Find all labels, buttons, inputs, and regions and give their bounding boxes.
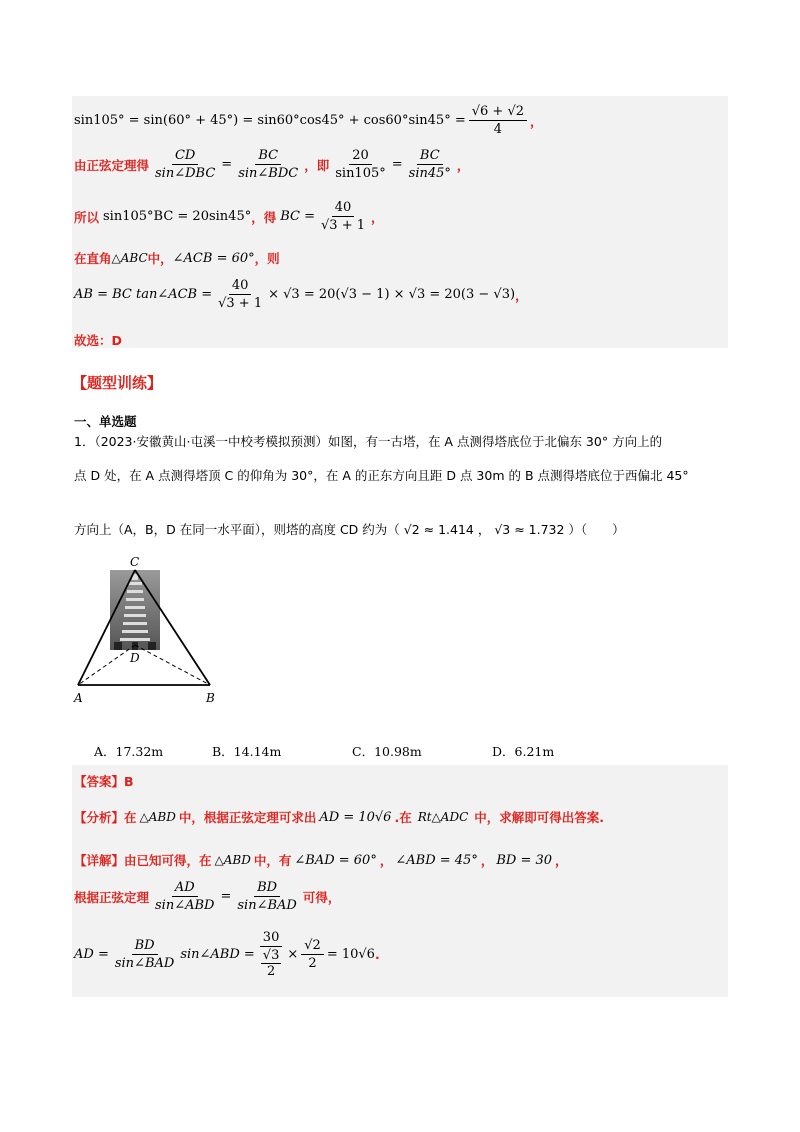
label-B: B <box>206 691 215 705</box>
denominator: sin∠DBC <box>155 166 216 181</box>
subsection-title: 一、单选题 <box>74 414 137 429</box>
separator-text: ，即 <box>304 157 330 173</box>
option-c[interactable]: C．10.98m <box>352 744 422 759</box>
numerator: 40 <box>229 278 252 295</box>
pagoda-figure <box>70 552 240 712</box>
numerator: BD <box>254 880 280 897</box>
equation-lhs: BC = <box>280 209 316 224</box>
numerator: BD <box>132 938 158 955</box>
triangle-symbol: △ABC <box>111 251 148 265</box>
detail-label: 【详解】由已知可得，在 <box>74 853 212 868</box>
solution-line-5: AB = BC tan∠ACB = $\frac{40}{√3 + 1}$ × √3 = 20(√3 − 1) × √3 = 20(3 − √3) ， <box>74 278 528 311</box>
label-A: A <box>74 691 83 705</box>
equation-rhs: × √3 = 20(√3 − 1) × √3 = 20(3 − √3) <box>268 287 516 302</box>
comma: ， <box>480 853 494 868</box>
line-DB <box>135 645 210 685</box>
solution-line-2: 由正弦定理得 $\frac{CD}{\text{sin∠DBC}}$ = $\frac{BC}{\text{sin∠BDC}}$ ，即 $\frac{20}{\sin 105^\circ}$ = $\frac{BC}{\sin 45^\circ}$ ， <box>74 148 470 181</box>
fraction <box>258 930 285 979</box>
triangle-symbol: Rt△ADC <box>417 810 469 824</box>
times-sign: × <box>287 947 299 962</box>
numerator: 40 <box>332 200 355 217</box>
text: 中，有 <box>253 853 292 868</box>
law-label: 根据正弦定理 <box>74 889 150 905</box>
denominator: sin105° <box>335 166 386 181</box>
equation-lhs: AD = <box>74 947 109 962</box>
angle-expression: ∠BAD = 60° <box>294 852 377 868</box>
line-DA <box>78 645 135 685</box>
text: 中，根据正弦定理可求出 <box>178 810 317 825</box>
numerator: 20 <box>349 148 372 165</box>
denominator: √3 + 1 <box>321 218 365 233</box>
answer-line <box>74 772 134 790</box>
sin105-expression: sin105° = sin(60° + 45°) = sin60°cos45° + cos60°sin45° = <box>74 113 466 128</box>
numerator: √6 + √2 <box>469 104 527 121</box>
pagoda-base <box>114 642 156 650</box>
denominator: sin∠ABD <box>155 898 215 913</box>
get-label: ，得 <box>251 209 277 225</box>
comma: ， <box>555 853 568 868</box>
equation-lhs: AB = BC tan∠ACB = <box>74 287 213 302</box>
fraction <box>235 148 301 181</box>
question-line-1: 1．（2023·安徽黄山·屯溪一中校考模拟预测）如图，有一古塔，在 A 点测得塔底位于北偏东 30° 方向上的 <box>74 434 663 449</box>
final-equation-line <box>74 930 380 979</box>
period: . <box>374 947 380 962</box>
fraction <box>406 148 454 181</box>
fraction <box>152 148 218 181</box>
fraction <box>215 278 265 311</box>
triangle-symbol: △ABD <box>139 810 176 824</box>
sub-numerator: √3 <box>262 948 280 963</box>
fraction <box>112 938 177 971</box>
triangle-symbol: △ABD <box>214 853 251 867</box>
denominator: sin45° <box>408 166 451 181</box>
detail-line <box>74 851 568 869</box>
option-a[interactable]: A．17.32m <box>94 744 164 759</box>
denominator: sin∠BDC <box>238 166 299 181</box>
label-C: C <box>130 555 140 569</box>
text: 中，求解即可得出答案. <box>474 810 605 825</box>
analysis-label: 【分析】在 <box>74 810 137 825</box>
option-d[interactable]: D．6.21m <box>492 744 555 759</box>
label-D: D <box>130 651 140 665</box>
fraction <box>301 938 324 971</box>
question-line-2: 点 D 处，在 A 点测得塔顶 C 的仰角为 30°，在 A 的正东方向且距 D 点 30m 的 B 点测得塔底位于西偏北 45° <box>74 468 689 483</box>
text: .在 <box>394 810 412 825</box>
solution-answer <box>74 331 122 349</box>
length-expression: BD = 30 <box>496 852 553 868</box>
section-title: 【题型训练】 <box>72 374 163 392</box>
numerator: BC <box>417 148 443 165</box>
solution-line-3: 所以 sin105°BC = 20sin45° ，得 BC = $\frac{40}{√3 + 1}$ ， <box>74 200 384 233</box>
fraction <box>318 200 368 233</box>
numerator: AD <box>172 880 198 897</box>
equation-mid: sin∠ABD = <box>180 947 255 962</box>
angle-expression: ∠ACB = 60° <box>172 250 255 266</box>
numerator: BC <box>255 148 281 165</box>
angle-expression: ∠ABD = 45° <box>395 852 478 868</box>
comma: ， <box>379 853 393 868</box>
numerator: 30 <box>260 930 283 947</box>
denominator: 2 <box>308 956 317 971</box>
denominator: sin∠BAD <box>237 898 297 913</box>
numerator: √2 <box>301 938 324 955</box>
denominator: 4 <box>493 122 503 137</box>
equation: sin105°BC = 20sin45° <box>103 209 252 224</box>
denominator: √3 + 1 <box>218 296 263 311</box>
solution-line-4 <box>74 249 280 267</box>
fraction <box>332 148 389 181</box>
therefore-label: 所以 <box>74 209 100 225</box>
right-triangle-label: 在直角 <box>74 251 112 266</box>
text: 可得， <box>302 889 341 905</box>
option-b[interactable]: B．14.14m <box>212 744 282 759</box>
question-line-3: 方向上（A，B，D 在同一水平面），则塔的高度 CD 约为（ √2 ≈ 1.414 ， √3 ≈ 1.732 ）（ ） <box>74 522 625 537</box>
denominator <box>258 947 285 979</box>
answer-label: 【答案】B <box>74 774 134 789</box>
law-of-sines-line: 根据正弦定理 $\frac{AD}{\text{sin∠ABD}}$ = $\frac{BD}{\text{sin∠BAD}}$ 可得， <box>74 880 341 913</box>
analysis-line <box>74 808 604 826</box>
law-of-sines-label: 由正弦定理得 <box>74 157 150 173</box>
denominator: sin∠BAD <box>114 956 175 971</box>
fraction <box>469 104 527 137</box>
equation-rhs: = 10√6 <box>326 947 375 962</box>
equation: AD = 10√6 <box>319 809 392 825</box>
solution-line-1: sin105° = sin(60° + 45°) = sin60°cos45° + cos60°sin45° = $\frac{√6 + √2}{4}$ ， <box>74 104 543 137</box>
then-label: ，则 <box>254 251 280 266</box>
answer-text: 故选：D <box>74 333 122 348</box>
numerator: CD <box>172 148 198 165</box>
fraction <box>234 880 299 913</box>
text: 中， <box>147 251 173 266</box>
fraction <box>152 880 217 913</box>
sub-denominator: 2 <box>266 964 276 979</box>
